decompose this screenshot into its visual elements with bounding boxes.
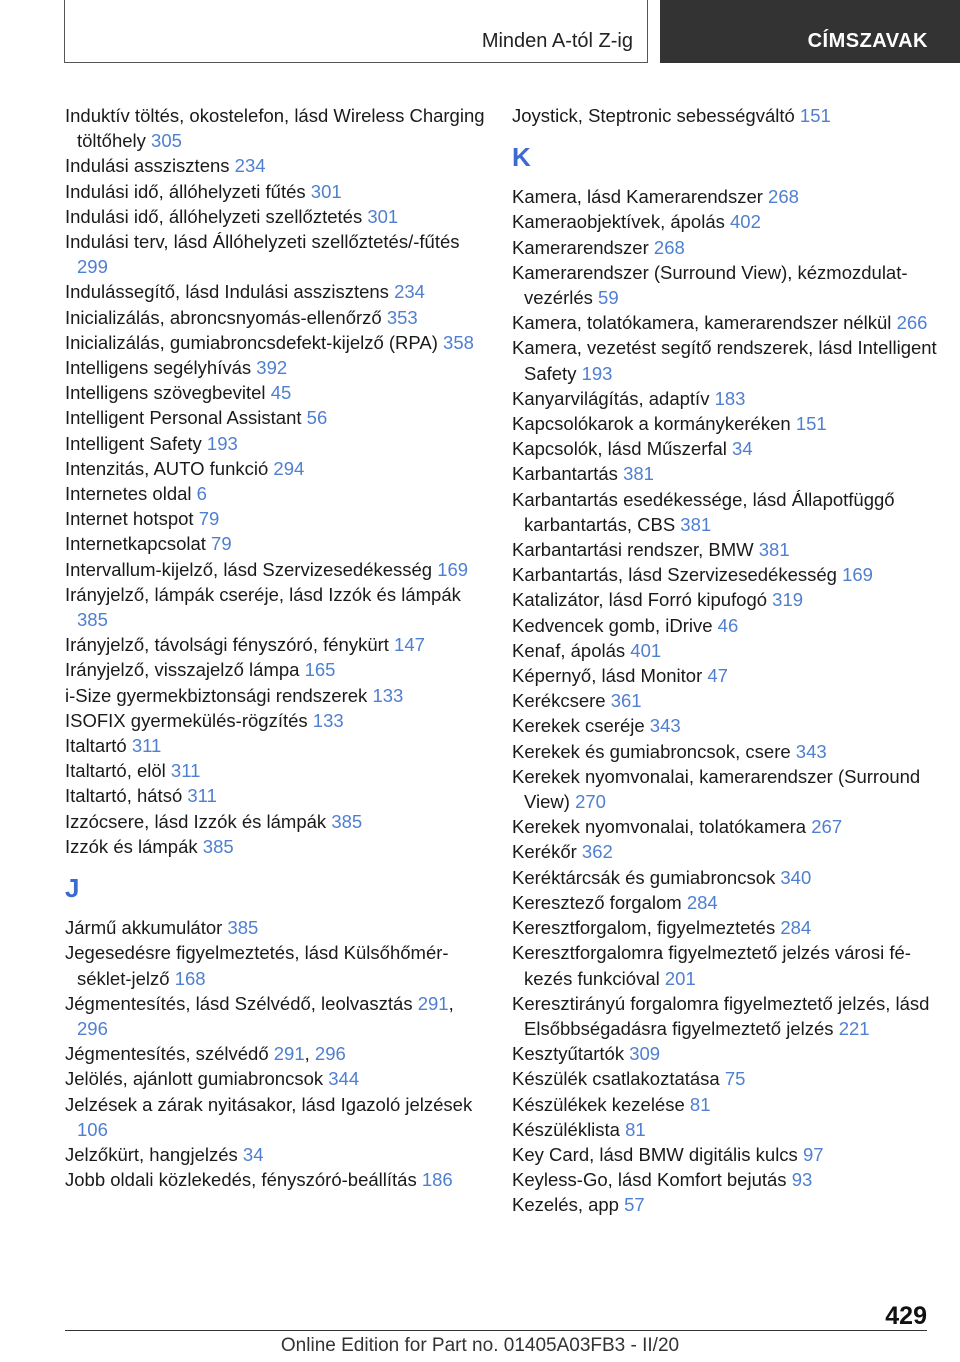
index-entry-text: Képernyő, lásd Monitor [512,665,703,687]
index-entry [512,103,942,128]
index-entry-text: Keresztforgalomra figyelmeztető jelzés városi fékezés funkcióval [512,942,911,989]
page-link[interactable]: 392 [256,357,288,379]
page-link[interactable]: 294 [273,457,305,479]
page-link[interactable]: 385 [77,609,108,631]
index-letter-heading: K [512,142,531,173]
index-letter-heading: J [65,873,80,904]
index-entry [65,279,485,304]
index-entry-text: ISOFIX gyermekülés-rögzítés [65,709,308,731]
page-link[interactable]: 169 [437,558,469,580]
page-link[interactable]: 319 [772,589,804,611]
index-entry: Jégmentesítés, szélvédő 291, 296 [65,1043,346,1065]
page-link[interactable]: 186 [421,1169,453,1191]
index-entry [65,557,485,582]
index-entry [65,733,485,758]
page-link[interactable]: 267 [811,816,843,838]
page-link[interactable]: 311 [187,785,217,807]
index-entry-text: Kamerarendszer [512,236,649,258]
index-entry-text: Kapcsolók, lásd Műszerfal [512,438,727,460]
page-link[interactable]: 133 [372,684,404,706]
index-entry-text: Jégmentesítés, lásd Szélvédő, leolvasztás [65,992,413,1014]
page-link[interactable]: 201 [664,967,696,989]
index-entry-text: Karbantartás [512,463,618,485]
page-link[interactable]: 221 [838,1017,870,1039]
index-entry-text: Indulássegítő, lásd Indulási asszisztens [65,281,389,303]
index-entry [65,179,485,204]
page-link[interactable]: 151 [799,105,831,126]
page-link[interactable]: 81 [689,1093,711,1115]
page-link[interactable]: 385 [331,810,363,832]
index-entry [65,758,485,783]
page-link[interactable]: 309 [629,1043,661,1065]
index-entry-text: Keréktárcsák és gumiabroncsok [512,866,776,888]
index-entry-text: Kerekek nyomvonalai, tolatókamera [512,816,807,838]
index-entry-text: Internet hotspot [65,508,194,530]
index-entry [512,764,942,814]
index-entry [512,991,942,1041]
index-entry [65,1066,485,1091]
index-entry-text: Italtartó [65,735,127,757]
index-column-right [512,103,942,1218]
page-link[interactable]: 402 [730,211,761,233]
index-entry-text: Kameraobjektívek, ápolás [512,211,725,233]
index-entry-text: Italtartó, elöl [65,760,166,782]
page-link[interactable]: 301 [367,205,399,227]
page-link[interactable]: 34 [242,1143,264,1165]
page-link[interactable]: 268 [768,186,799,208]
index-entry [65,1092,485,1142]
index-entry [512,1142,942,1167]
index-entry [65,531,485,556]
page-link[interactable]: 358 [443,331,474,353]
index-entry-text: Karbantartás, lásd Szervizesedékesség [512,564,837,586]
index-entry-text: Kamera, vezetést segítő rendszerek, lásd Intelligent Safety [512,337,937,384]
page-link[interactable]: 296 [77,1017,108,1039]
index-entry-text: Irányjelző, visszajelző lámpa [65,659,300,681]
index-entry [65,305,485,330]
page-link[interactable]: 353 [386,306,418,328]
index-entry-text: Kerekek és gumiabroncsok, csere [512,740,791,762]
index-entry [65,657,485,682]
index-entry-text: Kerékcsere [512,690,606,712]
page-link[interactable]: 169 [842,564,873,586]
index-entry [65,708,485,733]
index-entry [65,481,485,506]
page-link[interactable]: 34 [732,438,753,460]
index-entry [512,487,942,537]
page-link[interactable]: 385 [227,917,259,939]
index-entry: Jégmentesítés, lásd Szélvédő, leolvasztás 291, 296 [65,992,454,1039]
index-entry-text: Italtartó, hátsó [65,785,183,807]
page-link[interactable]: 340 [780,866,812,888]
index-entry-text: Irányjelző, lámpák cseréje, lásd Izzók és lámpák [65,583,461,605]
index-entry-text: Kedvencek gomb, iDrive [512,614,713,636]
page-link[interactable]: 362 [581,841,613,863]
page-link[interactable]: 47 [707,665,728,687]
index-entry-text: Kezelés, app [512,1194,619,1216]
page-link[interactable]: 97 [802,1143,824,1165]
index-entry [512,739,942,764]
page-link[interactable]: 79 [211,533,232,555]
index-entry [65,456,485,481]
page-link[interactable]: 193 [206,432,238,454]
index-entry-text: Kamera, lásd Kamerarendszer [512,186,763,208]
index-entry-text: Izzócsere, lásd Izzók és lámpák [65,810,327,832]
index-entry-text: Kerékőr [512,841,577,863]
index-column-left [65,103,485,1192]
page-link[interactable]: 193 [581,362,613,384]
index-entry-text: Jobb oldali közlekedés, fényszóró-beállítás [65,1169,417,1191]
index-entry-text: Készüléklista [512,1118,620,1140]
index-entry-text: Inicializálás, gumiabroncsdefekt-kijelző (RPA) [65,331,438,353]
index-entry-text: Key Card, lásd BMW digitális kulcs [512,1143,798,1165]
index-entry-text: Kenaf, ápolás [512,639,626,661]
page-link[interactable]: 45 [270,382,292,404]
index-entry [512,461,942,486]
index-entry [512,209,942,234]
index-entry [512,1092,942,1117]
index-entry-text: Jégmentesítés, szélvédő [65,1043,269,1065]
index-entry [65,683,485,708]
page-link[interactable]: 385 [202,835,234,857]
index-entry [512,260,942,310]
index-entry [65,355,485,380]
index-entry [65,103,485,153]
index-entry [512,814,942,839]
index-entry-text: Indulási idő, állóhelyzeti szellőztetés [65,205,363,227]
page-link[interactable]: 106 [77,1118,108,1140]
index-entry-text: Kamerarendszer (Surround View), kézmozdulatvezérlés [512,261,908,309]
page-link[interactable]: 311 [170,760,201,782]
index-entry [65,582,485,632]
page-link[interactable]: 56 [306,407,328,429]
page-link[interactable]: 301 [310,180,342,202]
page-link[interactable]: 270 [575,791,606,813]
index-entry [512,310,942,335]
page-link[interactable]: 284 [780,917,812,939]
page-link[interactable]: 266 [896,312,928,334]
index-entry-text: i-Size gyermekbiztonsági rendszerek [65,684,368,706]
index-entry [65,834,485,859]
page-header [0,0,960,66]
index-entry-text: Irányjelző, távolsági fényszóró, fénykürt [65,634,389,656]
page-link[interactable]: 168 [174,967,206,989]
index-entry [512,890,942,915]
page-link[interactable]: 299 [77,256,108,278]
index-entry [512,562,942,587]
index-entry [512,940,942,990]
footer-divider [65,1330,927,1331]
index-entry [512,915,942,940]
index-entry [65,431,485,456]
index-entry-text: Indulási idő, állóhelyzeti fűtés [65,180,306,202]
index-entry [512,839,942,864]
index-entry [65,204,485,229]
index-entry-text: Inicializálás, abroncsnyomás-ellenőrző [65,306,382,328]
index-entry-text: Joystick, Steptronic sebességváltó [512,105,795,126]
index-entry-text: Indulási terv, lásd Állóhelyzeti szellőztetés/-fűtés [65,231,460,253]
page-link[interactable]: 57 [624,1194,645,1216]
index-entry-text: Kanyarvilágítás, adaptív [512,387,710,409]
page-link[interactable]: 165 [304,659,336,681]
index-entry-text: Jelzések a zárak nyitásakor, lásd Igazoló jelzések [65,1093,473,1115]
page-link[interactable]: 46 [717,614,739,636]
index-entry [512,537,942,562]
section-tab-label: Minden A-tól Z-ig [481,30,633,52]
index-entry [65,1167,485,1192]
index-entry-text: Karbantartás esedékessége, lásd Állapotfüggő karbantartás, CBS [512,488,895,535]
page-link[interactable]: 381 [623,463,654,485]
page-link[interactable]: 381 [758,539,790,561]
index-entry-text: Kesztyűtartók [512,1043,625,1065]
page-link[interactable]: 291 [417,992,449,1014]
index-entry [65,405,485,430]
index-entry [512,411,942,436]
index-entry-text: Kamera, tolatókamera, kamerarendszer nélkül [512,312,892,334]
index-entry [65,153,485,178]
index-entry-text: Izzók és lámpák [65,835,198,857]
page-link[interactable]: 284 [686,891,718,913]
index-entry [512,613,942,638]
index-entry [512,587,942,612]
index-entry-text: Keresztező forgalom [512,891,682,913]
index-entry-text: Katalizátor, lásd Forró kipufogó [512,589,768,611]
page-link[interactable]: 133 [312,709,344,731]
index-entry [65,229,485,279]
index-entry [65,783,485,808]
index-entry [512,713,942,738]
page-link[interactable]: 59 [598,287,619,309]
index-entry-text: Intelligent Safety [65,432,202,454]
page-link[interactable]: 268 [653,236,685,258]
index-entry-text: Keyless-Go, lásd Komfort bejutás [512,1169,787,1191]
index-entry [512,688,942,713]
index-entry [512,1192,942,1217]
index-entry-text: Jelzőkürt, hangjelzés [65,1143,238,1165]
index-entry [512,436,942,461]
index-tab[interactable] [660,0,960,63]
page-link[interactable]: 291 [273,1043,305,1065]
index-entry [512,663,942,688]
page-link[interactable]: 296 [314,1043,346,1065]
index-entry-text: Intelligens segélyhívás [65,357,252,379]
index-entry-text: Intenzitás, AUTO funkció [65,457,269,479]
index-entry [65,380,485,405]
index-entry-text: Készülékek kezelése [512,1093,685,1115]
page-link[interactable]: 79 [198,508,220,530]
page-link[interactable]: 234 [234,155,266,177]
index-entry-text: Indulási asszisztens [65,155,230,177]
index-entry-text: Jármű akkumulátor [65,917,223,939]
section-tab[interactable] [64,0,648,63]
page-link[interactable]: 234 [394,281,425,303]
page-link[interactable]: 75 [724,1068,746,1090]
index-entry [512,865,942,890]
footer-edition-text: Online Edition for Part no. 01405A03FB3 - II/20 [280,1335,680,1356]
index-entry [512,335,942,385]
index-entry-text: Készülék csatlakoztatása [512,1068,720,1090]
index-entry-text: Kapcsolókarok a kormánykeréken [512,413,791,435]
index-entry-text: Internetkapcsolat [65,533,206,555]
index-entry-text: Karbantartási rendszer, BMW [512,539,754,561]
index-entry [65,915,485,940]
index-entry [512,184,942,209]
page-link[interactable]: 343 [795,740,827,762]
page-link[interactable]: 344 [328,1068,360,1090]
page-link[interactable]: 147 [394,634,425,656]
index-entry-text: Jegesedésre figyelmeztetés, lásd Külsőhőmérséklet-jelző [65,942,449,989]
page-link[interactable]: 81 [625,1118,646,1140]
index-entry-text: Intelligent Personal Assistant [65,407,302,429]
index-entry [65,1142,485,1167]
index-entry [65,809,485,834]
page-number: 429 [885,1302,927,1330]
index-entry [512,386,942,411]
index-entry [65,632,485,657]
index-entry [65,506,485,531]
index-entry [512,1167,942,1192]
index-entry-text: Intelligens szövegbevitel [65,382,266,404]
index-tab-label: CÍMSZAVAK [807,30,928,52]
index-entry-text: Intervallum-kijelző, lásd Szervizesedékesség [65,558,433,580]
index-entry-text: Jelölés, ajánlott gumiabroncsok [65,1068,324,1090]
index-entry [65,940,485,990]
index-entry [512,1066,942,1091]
index-entry-text: Internetes oldal [65,483,192,505]
index-entry [512,1041,942,1066]
index-entry-text: Kerekek nyomvonalai, kamerarendszer (Surround View) [512,765,921,813]
index-entry-text: Induktív töltés, okostelefon, lásd Wireless Charging töltőhely [65,105,485,152]
page-link[interactable]: 93 [791,1169,813,1191]
index-entry [65,330,485,355]
page-link[interactable]: 305 [151,130,182,152]
page-link[interactable]: 401 [630,639,662,661]
index-entry [512,638,942,663]
index-entry-text: Keresztirányú forgalomra figyelmeztető jelzés, lásd Elsőbbségadásra figyelmeztető jelzés [512,992,930,1039]
index-entry [512,235,942,260]
page-link[interactable]: 381 [680,513,712,535]
page-link[interactable]: 151 [795,413,827,435]
page-link[interactable]: 343 [649,715,681,737]
page-link[interactable]: 311 [131,735,162,757]
index-entry [512,1117,942,1142]
page-link[interactable]: 6 [196,483,207,505]
index-entry-text: Kerekek cseréje [512,715,645,737]
index-entry-text: Keresztforgalom, figyelmeztetés [512,917,776,939]
page-link[interactable]: 183 [714,387,746,409]
page-link[interactable]: 361 [610,690,642,712]
